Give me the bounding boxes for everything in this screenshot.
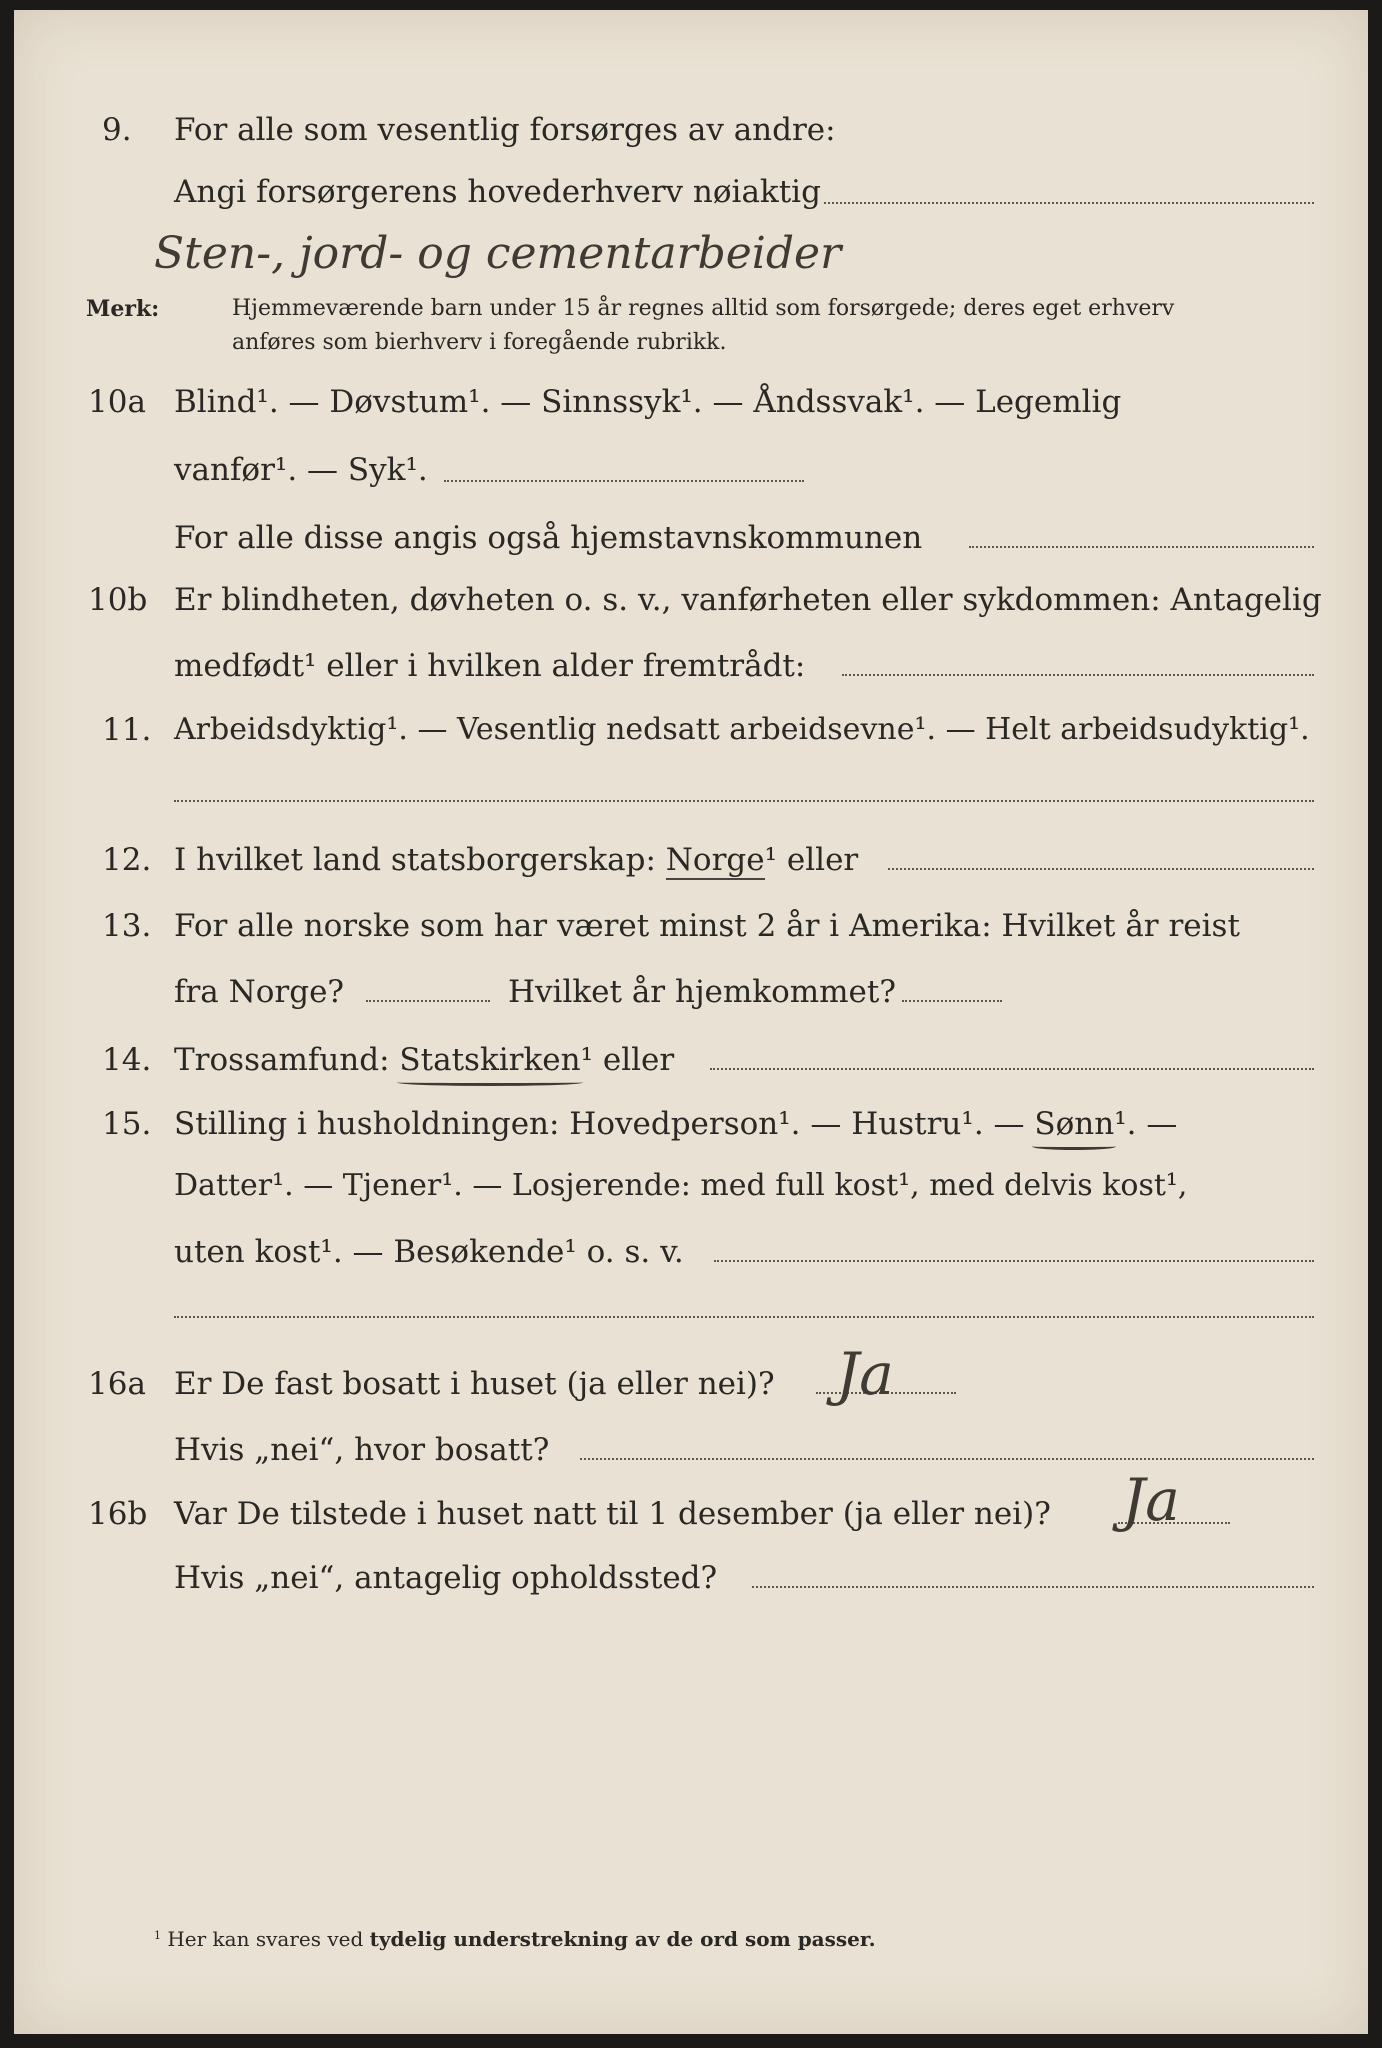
q13-line-1: For alle norske som har været minst 2 år i Amerika: Hvilket år reist xyxy=(174,908,1240,944)
q9-number: 9. xyxy=(102,112,132,148)
q12-underlined-answer: Norge xyxy=(665,842,765,878)
census-form-page xyxy=(14,10,1368,2034)
q15-number: 15. xyxy=(102,1106,152,1142)
q14-underlined-answer: Statskirken xyxy=(399,1042,581,1078)
merk-label: Merk: xyxy=(86,296,160,322)
q16b-number: 16b xyxy=(88,1496,148,1532)
q16a-number: 16a xyxy=(88,1366,146,1402)
q9-answer-line xyxy=(824,202,1314,204)
q15-line-2: Datter¹. — Tjener¹. — Losjerende: med full kost¹, med delvis kost¹, xyxy=(174,1168,1188,1203)
q10a-line-3: For alle disse angis også hjemstavnskommunen xyxy=(174,520,923,556)
q10b-answer-line xyxy=(842,674,1314,676)
q16a-line-1: Er De fast bosatt i huset (ja eller nei)? xyxy=(174,1366,775,1402)
q16b-where-line xyxy=(752,1586,1314,1588)
q10a-municipality-line xyxy=(969,546,1314,548)
q11-number: 11. xyxy=(102,712,152,748)
footnote-mark: 1 xyxy=(154,1929,161,1942)
merk-line-2: anføres som bierhverv i foregående rubrikk. xyxy=(232,330,727,355)
q12-suffix: ¹ eller xyxy=(764,842,859,878)
q15-line-1a: Stilling i husholdningen: Hovedperson¹. — Hustru¹. — xyxy=(174,1106,1025,1142)
q15-line-3: uten kost¹. — Besøkende¹ o. s. v. xyxy=(174,1234,684,1270)
q12-prefix: I hvilket land statsborgerskap: xyxy=(174,842,656,878)
q11-answer-line xyxy=(174,800,1314,802)
q9-handwritten-answer: Sten-, jord- og cementarbeider xyxy=(154,228,842,279)
q12-answer-line xyxy=(888,868,1314,870)
q13-year-left-line xyxy=(366,1000,490,1002)
q16a-handwritten-answer: Ja xyxy=(836,1340,894,1408)
q15-answer-line xyxy=(714,1260,1314,1262)
q10b-line-2: medfødt¹ eller i hvilken alder fremtrådt: xyxy=(174,648,806,684)
q13-line-2b: Hvilket år hjemkommet? xyxy=(508,974,896,1010)
q10a-number: 10a xyxy=(88,384,146,420)
q12-number: 12. xyxy=(102,842,152,878)
q14-line xyxy=(174,1040,674,1080)
q13-line-2a: fra Norge? xyxy=(174,974,345,1010)
q15-line-1b: ¹. — xyxy=(1114,1106,1178,1142)
q10a-line-2: vanfør¹. — Syk¹. xyxy=(174,452,428,488)
q14-answer-line xyxy=(710,1068,1314,1070)
q16a-where-line xyxy=(580,1458,1314,1460)
q13-year-returned-line xyxy=(902,1000,1002,1002)
q9-question: For alle som vesentlig forsørges av andre: xyxy=(174,112,836,148)
q12-line xyxy=(174,840,858,880)
q16b-handwritten-answer: Ja xyxy=(1122,1466,1180,1534)
q15-extra-line xyxy=(174,1316,1314,1318)
footnote-text-a: Her kan svares ved xyxy=(167,1927,364,1952)
q14-number: 14. xyxy=(102,1042,152,1078)
q9-instruction: Angi forsørgerens hovederhverv nøiaktig xyxy=(174,174,821,210)
q10a-line-1: Blind¹. — Døvstum¹. — Sinnssyk¹. — Åndssvak¹. — Legemlig xyxy=(174,384,1122,420)
q15-underlined-answer: Sønn xyxy=(1034,1106,1115,1142)
q16b-line-1: Var De tilstede i huset natt til 1 desember (ja eller nei)? xyxy=(174,1496,1051,1532)
q11-line-1: Arbeidsdyktig¹. — Vesentlig nedsatt arbeidsevne¹. — Helt arbeidsudyktig¹. xyxy=(174,712,1310,747)
q16a-line-2: Hvis „nei“, hvor bosatt? xyxy=(174,1432,550,1468)
q16b-line-2: Hvis „nei“, antagelig opholdssted? xyxy=(174,1560,718,1596)
q15-line-1 xyxy=(174,1104,1177,1144)
q14-prefix: Trossamfund: xyxy=(174,1042,390,1078)
q13-number: 13. xyxy=(102,908,152,944)
q14-suffix: ¹ eller xyxy=(580,1042,675,1078)
merk-line-1: Hjemmeværende barn under 15 år regnes alltid som forsørgede; deres eget erhverv xyxy=(232,296,1175,321)
footnote xyxy=(154,1922,876,1953)
q10b-number: 10b xyxy=(88,582,148,618)
q10b-line-1: Er blindheten, døvheten o. s. v., vanførheten eller sykdommen: Antagelig xyxy=(174,582,1322,618)
footnote-text-b: tydelig understrekning av de ord som passer. xyxy=(369,1927,876,1952)
q10a-answer-line xyxy=(444,480,804,482)
